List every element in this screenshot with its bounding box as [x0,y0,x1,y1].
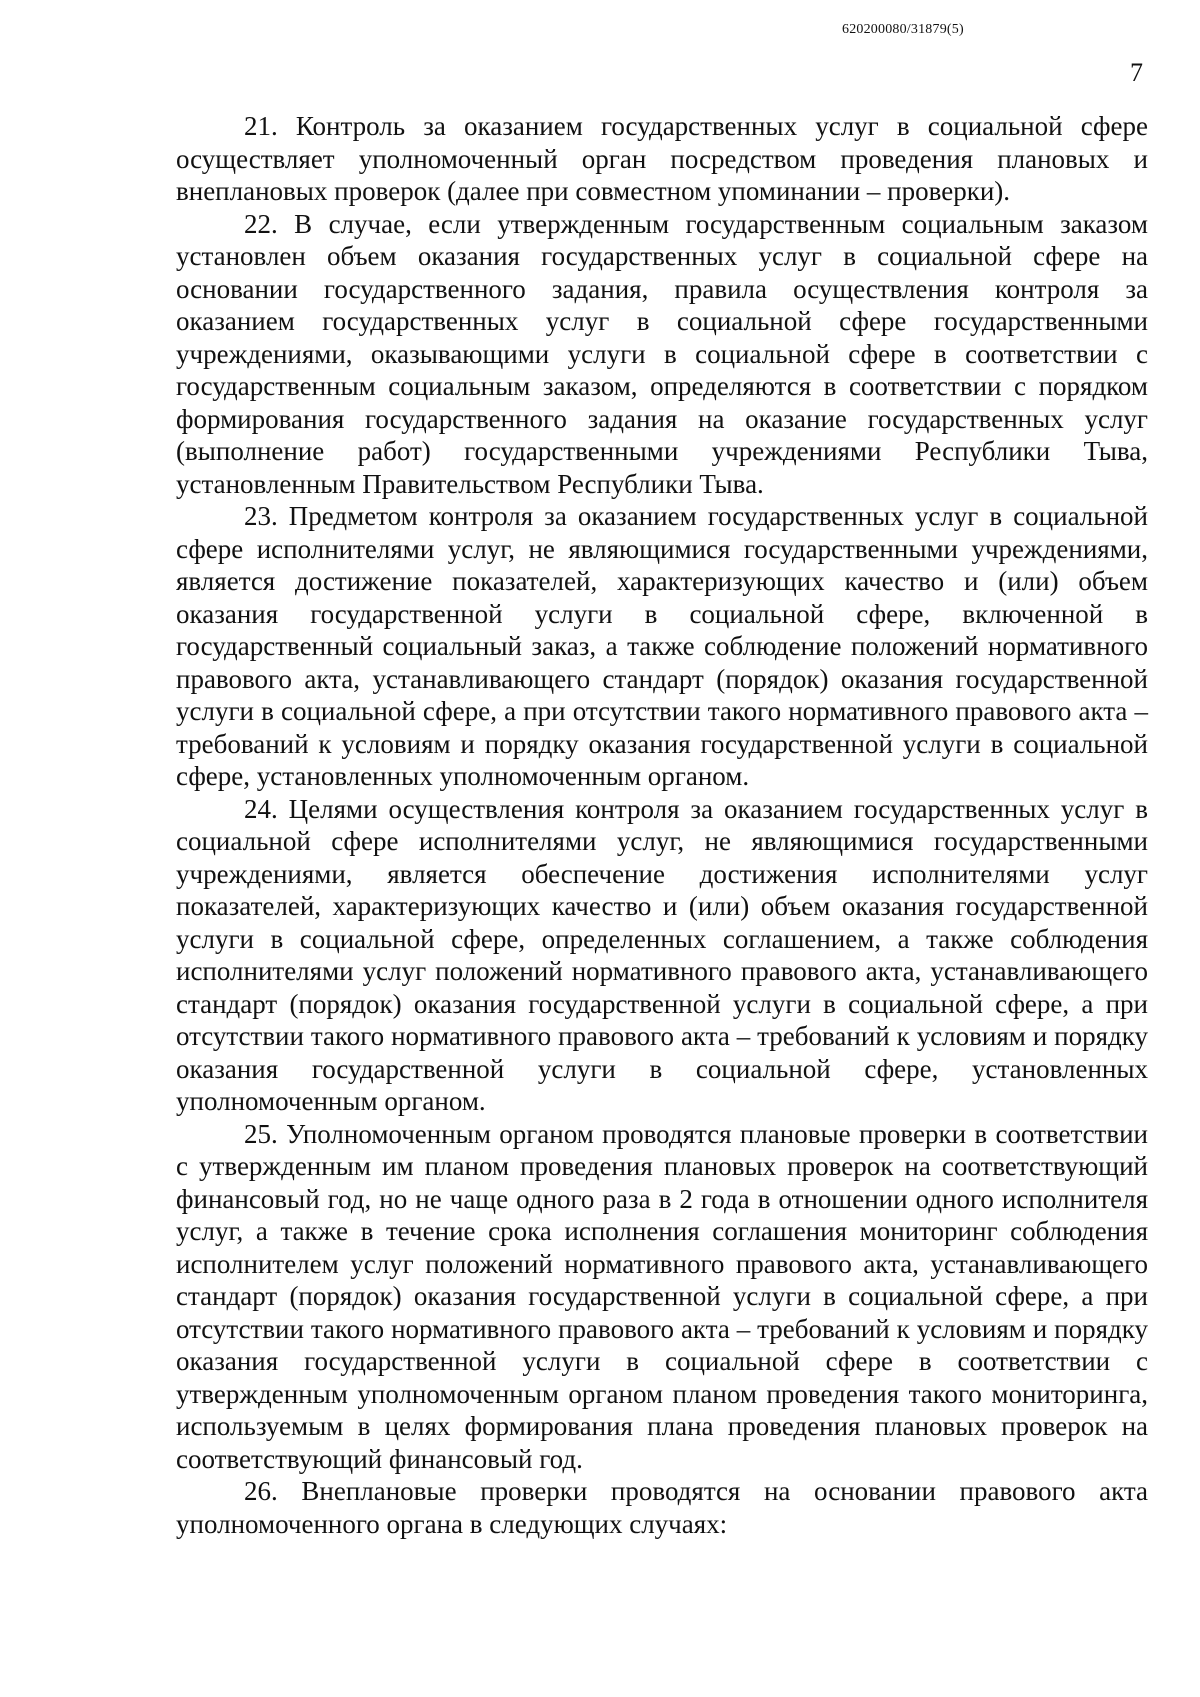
document-body [176,110,1148,1540]
paragraph-22: 22. В случае, если утвержденным государственным социальным заказом установлен объем оказания государственных услуг в социальной сфере на основании государственного задания, правила осуществления контроля за оказанием государственных услуг в социальной сфере государственными учреждениями, оказывающими услуги в социальной сфере в соответствии с государственным социальным заказом, определяются в соответствии с порядком формирования государственного задания на оказание государственных услуг (выполнение работ) государственными учреждениями Республики Тыва, установленным Правительством Республики Тыва. [176,208,1148,499]
paragraph-26: 26. Внеплановые проверки проводятся на основании правового акта уполномоченного органа в следующих случаях: [176,1476,1148,1539]
paragraph-24: 24. Целями осуществления контроля за оказанием государственных услуг в социальной сфере исполнителями услуг, не являющимися государственными учреждениями, является обеспечение достижения исполнителями услуг показателей, характеризующих качество и (или) объем оказания государственной услуги в социальной сфере, определенных соглашением, а также соблюдения исполнителями услуг положений нормативного правового акта, устанавливающего стандарт (порядок) оказания государственной услуги в социальной сфере, а при отсутствии такого нормативного правового акта – требований к условиям и порядку оказания государственной услуги в социальной сфере, установленных уполномоченным органом. [176,793,1148,1116]
page-number: 7 [1130,58,1143,87]
document-code: 620200080/31879(5) [842,22,964,37]
paragraph-21: 21. Контроль за оказанием государственных услуг в социальной сфере осуществляет уполномоченный орган посредством проведения плановых и внеплановых проверок (далее при совместном упоминании – проверки). [176,111,1148,206]
paragraph-23: 23. Предметом контроля за оказанием государственных услуг в социальной сфере исполнителями услуг, не являющимися государственными учреждениями, является достижение показателей, характеризующих качество и (или) объем оказания государственной услуги в социальной сфере, включенной в государственный социальный заказ, а также соблюдение положений нормативного правового акта, устанавливающего стандарт (порядок) оказания государственной услуги в социальной сфере, а при отсутствии такого нормативного правового акта – требований к условиям и порядку оказания государственной услуги в социальной сфере, установленных уполномоченным органом. [176,501,1148,791]
paragraph-25: 25. Уполномоченным органом проводятся плановые проверки в соответствии с утвержденным им планом проведения плановых проверок на соответствующий финансовый год, но не чаще одного раза в 2 года в отношении одного исполнителя услуг, а также в течение срока исполнения соглашения мониторинг соблюдения исполнителем услуг положений нормативного правового акта, устанавливающего стандарт (порядок) оказания государственной услуги в социальной сфере, а при отсутствии такого нормативного правового акта – требований к условиям и порядку оказания государственной услуги в социальной сфере в соответствии с утвержденным уполномоченным органом планом проведения такого мониторинга, используемым в целях формирования плана проведения плановых проверок на соответствующий финансовый год. [176,1118,1148,1474]
